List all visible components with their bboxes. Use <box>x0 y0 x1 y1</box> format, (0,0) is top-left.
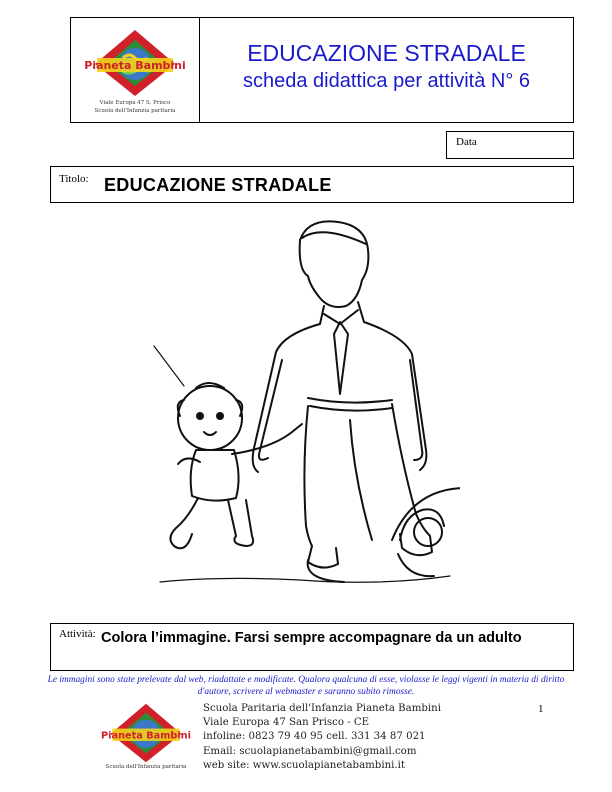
title-label: Titolo: <box>59 173 89 185</box>
activity-field <box>50 623 574 671</box>
footer-contact-info <box>203 702 441 773</box>
title-field <box>50 166 574 203</box>
footer-pianeta-bambini-logo-icon <box>98 702 194 764</box>
footer-website-link[interactable]: web site: www.scuolapianetabambini.it <box>203 759 405 771</box>
activity-label: Attività: <box>59 628 96 640</box>
footer-address: Viale Europa 47 San Prisco - CE <box>203 717 370 729</box>
footer-logo-caption: Scuola dell'Infanzia paritaria <box>105 764 187 770</box>
page-number: 1 <box>538 703 544 715</box>
school-logo <box>83 28 187 112</box>
logo-wordmark: Pianeta Bambini <box>84 59 186 72</box>
footer-email-link[interactable]: Email: scuolapianetabambini@gmail.com <box>203 745 417 757</box>
activity-value: Colora l’immagine. Farsi sempre accompagnare da un adulto <box>101 630 522 646</box>
pianeta-bambini-logo-icon <box>83 28 187 98</box>
logo-caption-address: Viale Europa 47 S. Prisco <box>99 100 171 106</box>
coloring-illustration <box>140 210 460 618</box>
title-value: EDUCAZIONE STRADALE <box>104 175 332 195</box>
footer-school-name: Scuola Paritaria dell'Infanzia Pianeta Bambini <box>203 703 441 714</box>
document-subtitle: scheda didattica per attività N° 6 <box>242 70 531 92</box>
date-field[interactable] <box>446 131 574 159</box>
footer-logo <box>98 702 194 774</box>
document-title: EDUCAZIONE STRADALE <box>247 40 526 66</box>
logo-caption-school: Scuola dell'Infanzia paritaria <box>94 108 176 114</box>
date-label: Data <box>456 136 477 148</box>
father-and-child-drawing <box>140 210 460 618</box>
footer-phone: infoline: 0823 79 40 95 cell. 331 34 87 021 <box>203 731 426 743</box>
header-box <box>70 17 574 123</box>
footer-logo-wordmark: Pianeta Bambini <box>101 730 191 742</box>
copyright-disclaimer: Le immagini sono state prelevate dal web, riadattate e modificate. Qualora qualcuna di esse, violasse le leggi vigenti in materia di diritto d'autore, scrivere al webmaster e saranno subito rimosse. <box>47 675 565 697</box>
